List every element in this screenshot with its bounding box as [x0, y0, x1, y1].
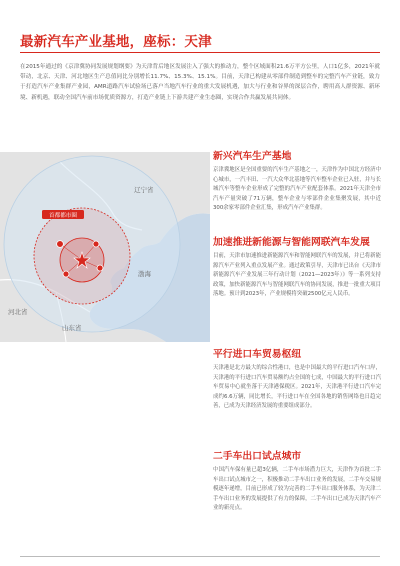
- section-body: 天津港是北方最大的综合性港口，也是中国最大的平行进口汽车口岸，天津港的平行进口汽车贸易额约占全国的七成，中国最大的平行进口汽车贸易中心就坐落于天津港保税区。2021年，天津港平行进口汽车完成约6.6万辆，同比增长，平行进口车在全国各地的销售网络也日趋完善，已成为天津经济发展的重要组成部分。: [213, 365, 381, 410]
- section-production-base: [213, 151, 381, 214]
- capital-area-label: 首都都市圈: [49, 213, 77, 219]
- intro-paragraph: [20, 62, 380, 103]
- section-heading: 新兴汽车生产基地: [213, 151, 292, 162]
- title-row: [20, 30, 380, 50]
- city-marker: [93, 241, 99, 247]
- region-map: [0, 152, 210, 342]
- section-parallel-import: [213, 349, 381, 412]
- region-map-svg: [0, 152, 210, 342]
- intro-text: 在2015年通过的《京津冀协同发展规划纲要》为天津背后地区发展注入了强大的推动力，整个区域面积21.6万平方公里，人口1亿多，2021年就带动，北京、天津、河北地区生产总值同比分别增长11.7%、15.3%、15.1%。目前，天津已构建从零部件制造到整车的完整汽车产业链，致力于打造汽车产业集群产业园，AMR道路汽车试验场已落户当地汽车行业的重大发展机遇，加大与行业和谷界的深层合作，聘用高人群资源、新环境、新机遇，联动全国汽车前市场优质资源方，打造产业链上下游共建产业生态圈，实现合作共赢发展共同体。: [20, 64, 380, 101]
- city-marker: [97, 265, 103, 271]
- section-heading: 平行进口车贸易枢纽: [213, 349, 302, 360]
- page-title: 最新汽车产业基地，座标：天津: [20, 34, 212, 50]
- title-divider: [20, 52, 380, 53]
- section-body: 中国汽车保有量已超3亿辆，二手车市场潜力巨大，天津作为首批二手车出口试点城市之一，积极推动二手车出口业务的发展，二手车交易规模逐年递增，目前已形成了较为完善的二手车出口服务体系，为天津二手车出口业务的发展提供了有力的保障，二手车出口已成为天津汽车产业的新亮点。: [213, 467, 381, 512]
- section-body: 目前，天津市加速推进新能源汽车和智能网联汽车的发展，并已将新能源汽车产业列入重点发展产业。通过政策引导，天津市已出台《天津市新能源汽车产业发展三年行动计划（2021—2023年）》等一系列支持政策，加快新能源汽车与智能网联汽车的协同发展，推进一批重大项目落地。预计到2023年，产业规模将突破2500亿元人民币。: [213, 253, 381, 298]
- section-used-car-export: [213, 451, 381, 514]
- section-body: 京津冀地区是全国重要的汽车生产基地之一，天津作为中国北方经济中心城市，一汽丰田、一汽大众华北基地等汽车整车企业已入驻，并与长城汽车等整车企业形成了完整的汽车产业配套体系。2021年天津全市汽车产量突破了71万辆，整车企业与零部件企业集聚发展，其中近300余家零部件企业汇集，形成汽车产业集群。: [213, 167, 381, 212]
- section-heading: 二手车出口试点城市: [213, 451, 302, 462]
- section-heading: 加速推进新能源与智能网联汽车发展: [213, 237, 370, 248]
- city-marker: [57, 241, 64, 248]
- hebei-label: 河北省: [8, 308, 28, 316]
- footer-divider: [20, 556, 380, 557]
- shandong-label: 山东省: [62, 324, 82, 332]
- section-new-energy: [213, 237, 381, 300]
- bohai-label: 渤海: [138, 270, 151, 278]
- city-marker: [63, 271, 69, 277]
- liaoning-label: 辽宁省: [134, 186, 154, 194]
